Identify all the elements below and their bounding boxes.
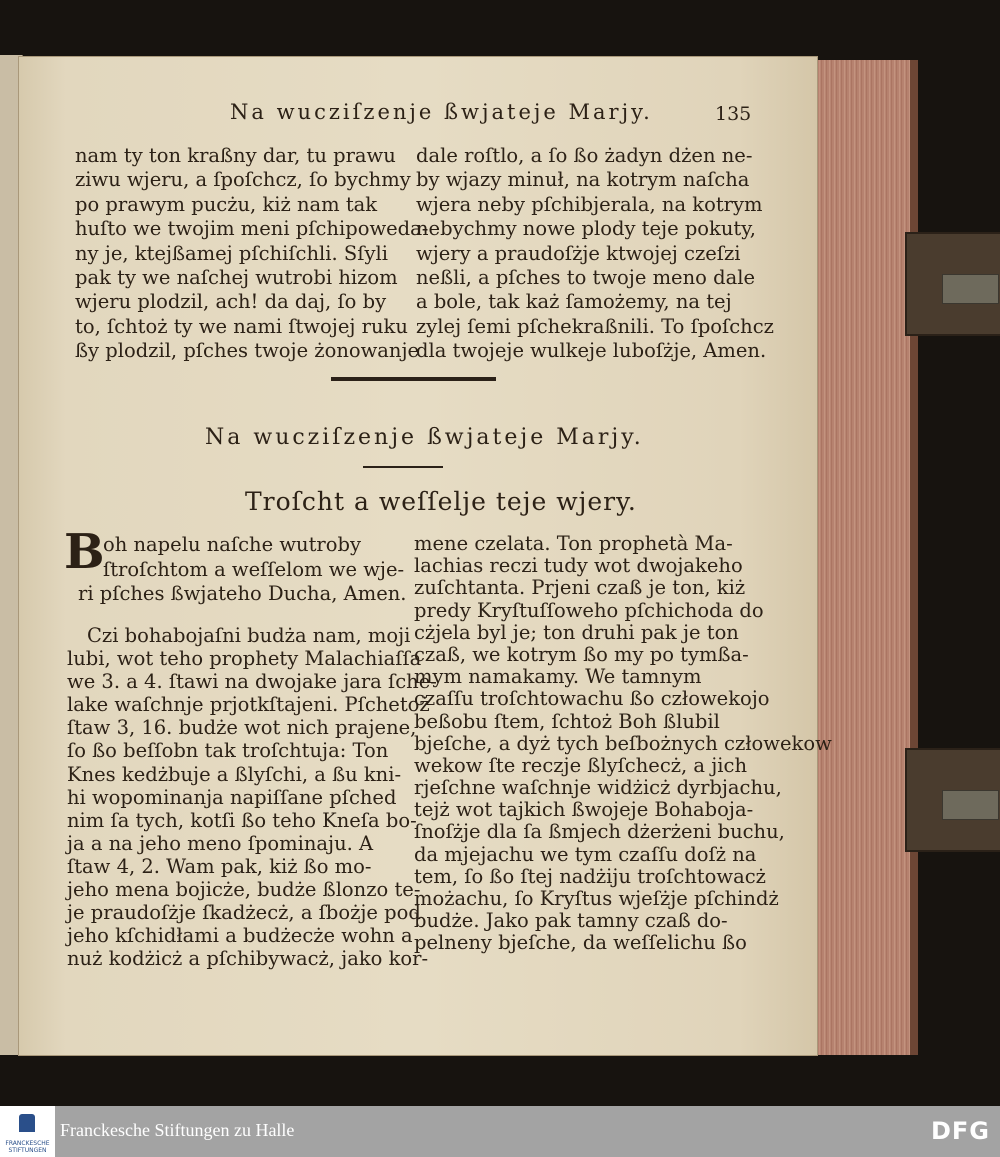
text-line: czaſſu troſchtowachu ßo człowekojo bbox=[414, 687, 770, 711]
text-line: mym namakamy. We tamnym bbox=[414, 665, 702, 689]
text-line: pelneny bjeſche, da weſſelichu ßo bbox=[414, 931, 747, 955]
text-line: ſnoſżje dla ſa ßmjech dżerżeni buchu, bbox=[414, 820, 785, 844]
section-title: Na wucziſzenje ßwjateje Marjy. bbox=[205, 425, 644, 450]
text-line: jeho mena bojicże, budże ßlonzo te- bbox=[67, 878, 421, 902]
text-line: dla twojeje wulkeje luboſżje, Amen. bbox=[416, 339, 767, 363]
bottom-right-column bbox=[414, 533, 832, 955]
text-line: wjeru plodzil, ach! da daj, ſo by bbox=[75, 290, 387, 314]
title-underline bbox=[363, 466, 443, 468]
text-line: wjera neby pſchibjerala, na kotrym bbox=[416, 192, 763, 216]
text-line: ſtaw 3, 16. budże wot nich prajene, bbox=[67, 716, 417, 740]
text-line: ſo ßo beſſobn tak troſchtuja: Ton bbox=[67, 739, 389, 763]
text-line: zuſchtanta. Prjeni czaß je ton, kiż bbox=[414, 576, 746, 600]
text-line: a bole, tak każ ſamożemy, na tej bbox=[416, 290, 732, 314]
text-line: ziwu wjeru, a ſpoſchcz, ſo bychmy bbox=[75, 168, 411, 192]
running-head: Na wucziſzenje ßwjateje Marjy. bbox=[230, 100, 653, 124]
text-line: to, ſchtoż ty we nami ſtwojej ruku bbox=[75, 314, 408, 338]
text-line: ri pſches ßwjateho Ducha, Amen. bbox=[78, 582, 407, 606]
text-line: mene czelata. Ton prophetà Ma- bbox=[414, 532, 733, 555]
text-line: rjeſchne waſchnje widżicż dyrbjachu, bbox=[414, 776, 782, 800]
text-line: je praudoſżje ſkadżecż, a ſbożje pod bbox=[67, 901, 421, 925]
text-line: nuż kodżicż a pſchibywacż, jako kor- bbox=[67, 947, 429, 971]
text-line: możachu, ſo Kryſtus wjeſżje pſchindż bbox=[414, 887, 779, 910]
text-line: wjery a praudoſżje ktwojej czeſzi bbox=[416, 241, 741, 265]
drop-cap: B bbox=[64, 524, 105, 580]
text-line: beßobu ſtem, ſchtoż Boh ßlubil bbox=[414, 709, 720, 733]
page-number: 135 bbox=[715, 103, 752, 125]
section-divider bbox=[331, 377, 496, 381]
franckesche-logo[interactable] bbox=[0, 1106, 55, 1157]
section-subtitle: Troſcht a weſſelje teje wjery. bbox=[245, 487, 637, 516]
text-line: neßli, a pſches to twoje meno dale bbox=[416, 265, 755, 289]
text-line: po prawym pucżu, kiż nam tak bbox=[75, 192, 378, 216]
text-line: nebychmy nowe plody teje pokuty, bbox=[416, 217, 756, 241]
text-line: ja a na jeho meno ſpominaju. A bbox=[67, 831, 374, 855]
text-line: huſto we twojim meni pſchipoweda- bbox=[75, 217, 429, 241]
top-left-column bbox=[75, 144, 428, 364]
text-line: budże. Jako pak tamny czaß do- bbox=[414, 909, 728, 933]
text-line: ny je, ktejßamej pſchiſchli. Sſyli bbox=[75, 241, 388, 265]
text-line: tejż wot tajkich ßwojeje Bohaboja- bbox=[414, 798, 754, 822]
book-clasp-lower bbox=[905, 748, 1000, 852]
text-line: lake waſchnje prjotkſtajeni. Pſchetoż bbox=[67, 693, 430, 717]
text-line: dale roſtlo, a ſo ßo żadyn dżen ne- bbox=[416, 144, 753, 167]
text-line: nim ſa tych, kotſi ßo teho Kneſa bo- bbox=[67, 808, 417, 832]
text-line: tem, ſo ßo ſtej nadżiju troſchtowacż bbox=[414, 864, 766, 888]
text-line: we 3. a 4. ſtawi na dwojake jara ſche- bbox=[67, 670, 437, 694]
text-line: lubi, wot teho prophety Malachiaſſa bbox=[67, 647, 422, 671]
intro-line-first bbox=[103, 533, 361, 557]
bottom-left-column bbox=[67, 624, 437, 970]
text-line: jeho kſchidłami a budżecże wohn a bbox=[67, 924, 413, 948]
text-line: czaß, we kotrym ßo my po tymßa- bbox=[414, 642, 749, 666]
text-line: hi wopominanja napiſſane pſched bbox=[67, 785, 397, 809]
institution-name[interactable]: Franckesche Stiftungen zu Halle bbox=[60, 1120, 295, 1140]
text-line: predy Kryſtuſſoweho pſchichoda do bbox=[414, 598, 764, 622]
text-line: cżjela byl je; ton druhi pak je ton bbox=[414, 620, 739, 644]
viewer-footer bbox=[0, 1106, 1000, 1157]
text-line: nam ty ton kraßny dar, tu prawu bbox=[75, 144, 396, 167]
book-clasp-upper bbox=[905, 232, 1000, 336]
text-line: da mjejachu we tym czaſſu doſż na bbox=[414, 842, 757, 866]
text-line: Knes kedżbuje a ßlyſchi, a ßu kni- bbox=[67, 762, 402, 786]
text-line: bjeſche, a dyż tych beſbożnych człowekow bbox=[414, 731, 832, 755]
logo-caption: FRANCKESCHE STIFTUNGEN bbox=[5, 1140, 50, 1154]
text-line: zylej ſemi pſchekraßnili. To ſpoſchcz bbox=[416, 314, 774, 338]
building-icon bbox=[19, 1114, 35, 1132]
text-line: lachias reczi tudy wot dwojakeho bbox=[414, 554, 743, 578]
text-line: oh napelu naſche wutroby bbox=[103, 533, 361, 556]
text-line: Czi bohabojaſni budża nam, moji bbox=[87, 624, 411, 647]
text-line: ßy plodzil, pſches twoje żonowanje bbox=[75, 339, 420, 363]
text-line: ſtroſchtom a weſſelom we wje- bbox=[103, 558, 405, 581]
intro-lines-rest bbox=[78, 558, 407, 607]
text-line: wekow ſte reczje ßlyſchecż, a jich bbox=[414, 753, 748, 777]
dfg-logo[interactable]: DFG bbox=[930, 1117, 990, 1145]
top-right-column bbox=[416, 144, 774, 364]
text-line: by wjazy minuł, na kotrym naſcha bbox=[416, 168, 750, 192]
text-line: pak ty we naſchej wutrobi hizom bbox=[75, 265, 398, 289]
text-line: ſtaw 4, 2. Wam pak, kiż ßo mo- bbox=[67, 854, 372, 878]
